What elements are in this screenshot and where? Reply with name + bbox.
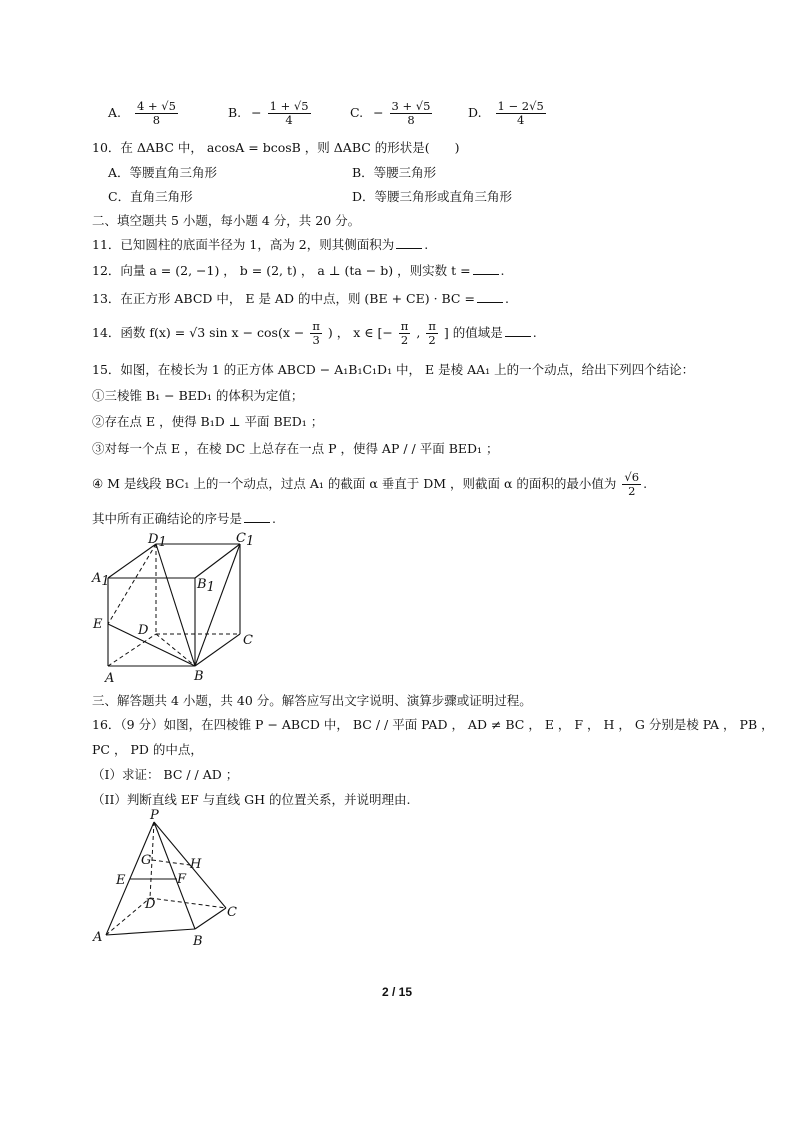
q9-a-denominator: 8	[152, 113, 161, 127]
q15-stem: 15．如图，在棱长为 1 的正方体 ABCD − A₁B₁C₁D₁ 中， E 是棱 AA₁ 上的一个动点，给出下列四个结论：	[92, 362, 695, 377]
q13: 13．在正方形 ABCD 中， E 是 AD 的中点，则 (BE + CE) · BC = .	[92, 291, 509, 306]
label-d: D	[145, 897, 156, 912]
label-b: B	[194, 669, 204, 684]
q12: 12．向量 a = (2, −1) ， b = (2, t) ， a ⊥ (ta − b) ，则实数 t = .	[92, 263, 505, 278]
q10-option-a: A．等腰直角三角形	[108, 165, 218, 180]
q15-conclusion-3: ③对每一个点 E ，在棱 DC 上总存在一点 P ，使得 AP / / 平面 BED₁ ；	[92, 441, 499, 456]
q16-part-2: （II）判断直线 EF 与直线 GH 的位置关系，并说明理由.	[92, 792, 411, 807]
label-p: P	[150, 808, 159, 823]
label-g: G	[141, 853, 152, 868]
label-d1: D1	[148, 532, 167, 550]
answer-blank	[244, 510, 270, 523]
label-c: C	[243, 633, 253, 648]
label-f: F	[177, 872, 187, 887]
q10-option-b: B．等腰三角形	[352, 165, 437, 180]
pyramid-figure	[88, 808, 248, 948]
q14: 14．函数 f(x) = √3 sin x − cos(x − $\frac{\pi}{3}$ ) ， x ∈ [− $\frac{\pi}{2}$ , $\frac{\pi}{2}$ ] 的值域是 .	[92, 319, 537, 347]
cube-figure	[88, 530, 268, 690]
page-number: 2 / 15	[381, 985, 413, 999]
q9-c-numerator: 3 + √5	[391, 99, 431, 113]
q9-c-denominator: 8	[407, 113, 415, 127]
answer-blank	[396, 236, 422, 249]
q15-conclusion-1: ①三棱锥 B₁ − BED₁ 的体积为定值；	[92, 388, 304, 403]
q16-line-2: PC ， PD 的中点，	[92, 742, 203, 757]
label-e: E	[116, 873, 126, 888]
label-b1: B1	[197, 577, 215, 595]
label-c1: C1	[236, 531, 255, 549]
q15-ask: 其中所有正确结论的序号是 .	[92, 511, 276, 526]
q16-line-1: 16．（9 分）如图，在四棱锥 P − ABCD 中， BC / / 平面 PAD ， AD ≠ BC ， E ， F ， H ， G 分别是棱 PA ， PB ，	[92, 717, 774, 732]
label-a1: A1	[92, 571, 110, 589]
q9-option-c: C. − $\frac{3 + √5}{8}$	[350, 99, 431, 127]
answer-blank	[505, 324, 531, 337]
answer-blank	[477, 290, 503, 303]
label-b: B	[193, 934, 203, 948]
section-3-title: 三、解答题共 4 小题，共 40 分。解答应写出文字说明、演算步骤或证明过程。	[92, 693, 532, 708]
label-a: A	[105, 671, 115, 686]
label-a: A	[93, 930, 103, 945]
label-d: D	[138, 623, 149, 638]
q15-conclusion-4: ④ M 是线段 BC₁ 上的一个动点，过点 A₁ 的截面 α 垂直于 DM ，则截面 α 的面积的最小值为 $\frac{√6}{2}$ .	[92, 470, 648, 498]
q10-option-c: C．直角三角形	[108, 189, 193, 204]
q9-b-numerator: 1 + √5	[269, 99, 309, 113]
q9-a-numerator: 4 + √5	[137, 99, 176, 113]
q11: 11．已知圆柱的底面半径为 1，高为 2，则其侧面积为 .	[92, 237, 429, 252]
q9-option-b: B. − $\frac{1 + √5}{4}$	[228, 99, 309, 127]
q15-conclusion-2: ②存在点 E ，使得 B₁D ⊥ 平面 BED₁ ；	[92, 414, 324, 429]
label-e: E	[93, 617, 103, 632]
q9-d-denominator: 4	[517, 113, 525, 127]
q9-d-numerator: 1 − 2√5	[497, 99, 544, 113]
q10-stem: 10．在 ΔABC 中， acosA = bcosB ，则 ΔABC 的形状是( )	[92, 140, 460, 155]
answer-blank	[473, 262, 499, 275]
q9-option-d: D. $\frac{1 - 2√5}{4}$	[468, 99, 544, 127]
q16-part-1: （I）求证： BC / / AD ；	[92, 767, 239, 782]
label-h: H	[190, 857, 202, 872]
q9-option-a: A. $\frac{4 + √5}{8}$	[108, 99, 176, 127]
q10-option-d: D．等腰三角形或直角三角形	[352, 189, 513, 204]
label-c: C	[227, 905, 237, 920]
section-2-title: 二、填空题共 5 小题，每小题 4 分，共 20 分。	[92, 213, 361, 228]
q9-b-denominator: 4	[285, 113, 293, 127]
